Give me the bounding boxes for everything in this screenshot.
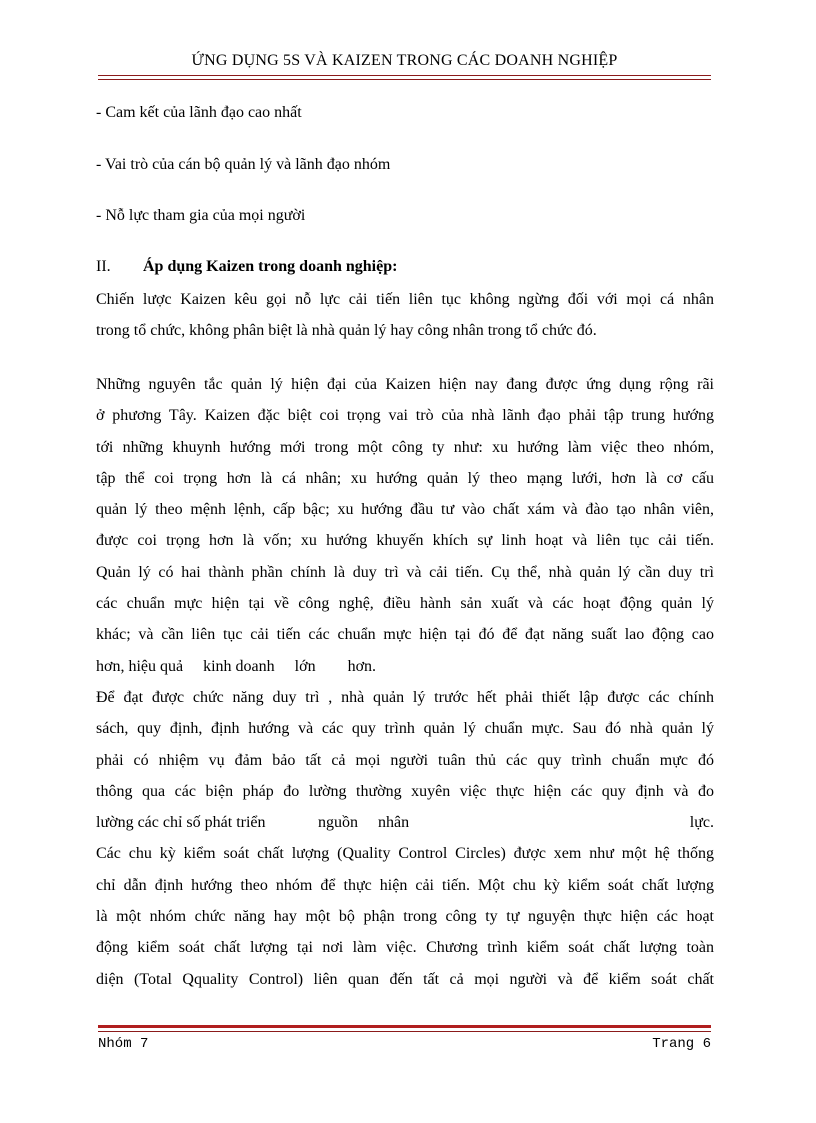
text-line: Để đạt được chức năng duy trì , nhà quản lý trước hết phải thiết lập được các chính [96,688,714,706]
text-line: Chiến lược Kaizen kêu gọi nỗ lực cải tiến liên tục không ngừng đối với mọi cá nhân [96,291,714,308]
header-rule-top [98,75,711,76]
text-line: hơn, hiệu quả kinh doanh lớn hơn. [96,657,377,675]
text-line-split [96,807,714,838]
bullet-item: - Vai trò của cán bộ quản lý và lãnh đạo nhóm [96,156,391,173]
page-footer [98,1036,711,1052]
footer-page-number: Trang 6 [652,1036,711,1052]
text-line: ở phương Tây. Kaizen đặc biệt coi trọng vai trò của nhà lãnh đạo phải tập trung hướng [96,407,714,425]
text-line: diện (Total Qquality Control) liên quan đến tất cả mọi người và để kiểm soát chất [96,970,714,988]
text-line: các chuẩn mực hiện tại về công nghệ, điều hành sản xuất và các hoạt động quản lý [96,595,714,613]
text-line: được coi trọng hơn là vốn; xu hướng khuyến khích sự linh hoạt và liên tục cải tiến. [96,532,714,550]
text-fragment: lường các chỉ số phát triển [96,814,266,832]
paragraph-intro [96,284,714,347]
bullet-item: - Nỗ lực tham gia của mọi người [96,207,306,224]
text-line: phải có nhiệm vụ đảm bảo tất cả mọi người tuân thủ các quy trình chuẩn mực đó [96,751,714,769]
header-rule-bottom [98,79,711,80]
footer-rule-top [98,1025,711,1028]
text-line: là một nhóm chức năng hay một bộ phận trong công ty tự nguyện thực hiện các hoạt [96,908,714,926]
text-line: thông qua các biện pháp đo lường thường xuyên việc thực hiện các quy định và đo [96,782,714,800]
text-line: Các chu kỳ kiểm soát chất lượng (Quality Control Circles) được xem như một hệ thống [96,845,714,863]
text-fragment: nhân [378,814,410,832]
section-title: Áp dụng Kaizen trong doanh nghiệp: [143,258,398,275]
text-line: chỉ dẫn định hướng theo nhóm để thực hiện cải tiến. Một chu kỳ kiểm soát chất lượng [96,876,714,894]
text-line: động kiểm soát chất lượng tại nơi làm việc. Chương trình kiểm soát chất lượng toàn [96,939,714,957]
text-line: tới những khuynh hướng mới trong một công ty như: xu hướng làm việc theo nhóm, [96,438,714,456]
text-line: trong tổ chức, không phân biệt là nhà quản lý hay công nhân trong tổ chức đó. [96,322,597,340]
text-fragment: nguồn [318,814,358,832]
text-line: quản lý theo mệnh lệnh, cấp bậc; xu hướng đầu tư vào chất xám và đào tạo nhân viên, [96,501,714,519]
section-heading [96,258,397,276]
text-line: khác; và cần liên tục cải tiến các chuẩn mực hiện tại đó để đạt năng suất lao động cao [96,626,714,644]
text-fragment: lực. [689,814,714,832]
text-line: tập thể coi trọng hơn là cá nhân; xu hướng quản lý theo mạng lưới, hơn là cơ cấu [96,469,714,487]
page-header-title: ỨNG DỤNG 5S VÀ KAIZEN TRONG CÁC DOANH NGHIỆP [191,52,618,69]
text-line: Quản lý có hai thành phần chính là duy trì và cải tiến. Cụ thể, nhà quản lý cần duy trì [96,563,714,581]
bullet-item: - Cam kết của lãnh đạo cao nhất [96,104,302,121]
paragraph-body [96,369,714,995]
text-line: sách, quy định, định hướng và các quy trình quản lý chuẩn mực. Sau đó nhà quản lý [96,720,714,738]
footer-group-label: Nhóm 7 [98,1036,149,1052]
text-line: Những nguyên tắc quản lý hiện đại của Kaizen hiện nay đang được ứng dụng rộng rãi [96,376,714,393]
footer-rule-bottom [98,1031,711,1032]
section-number: II. [96,258,111,275]
